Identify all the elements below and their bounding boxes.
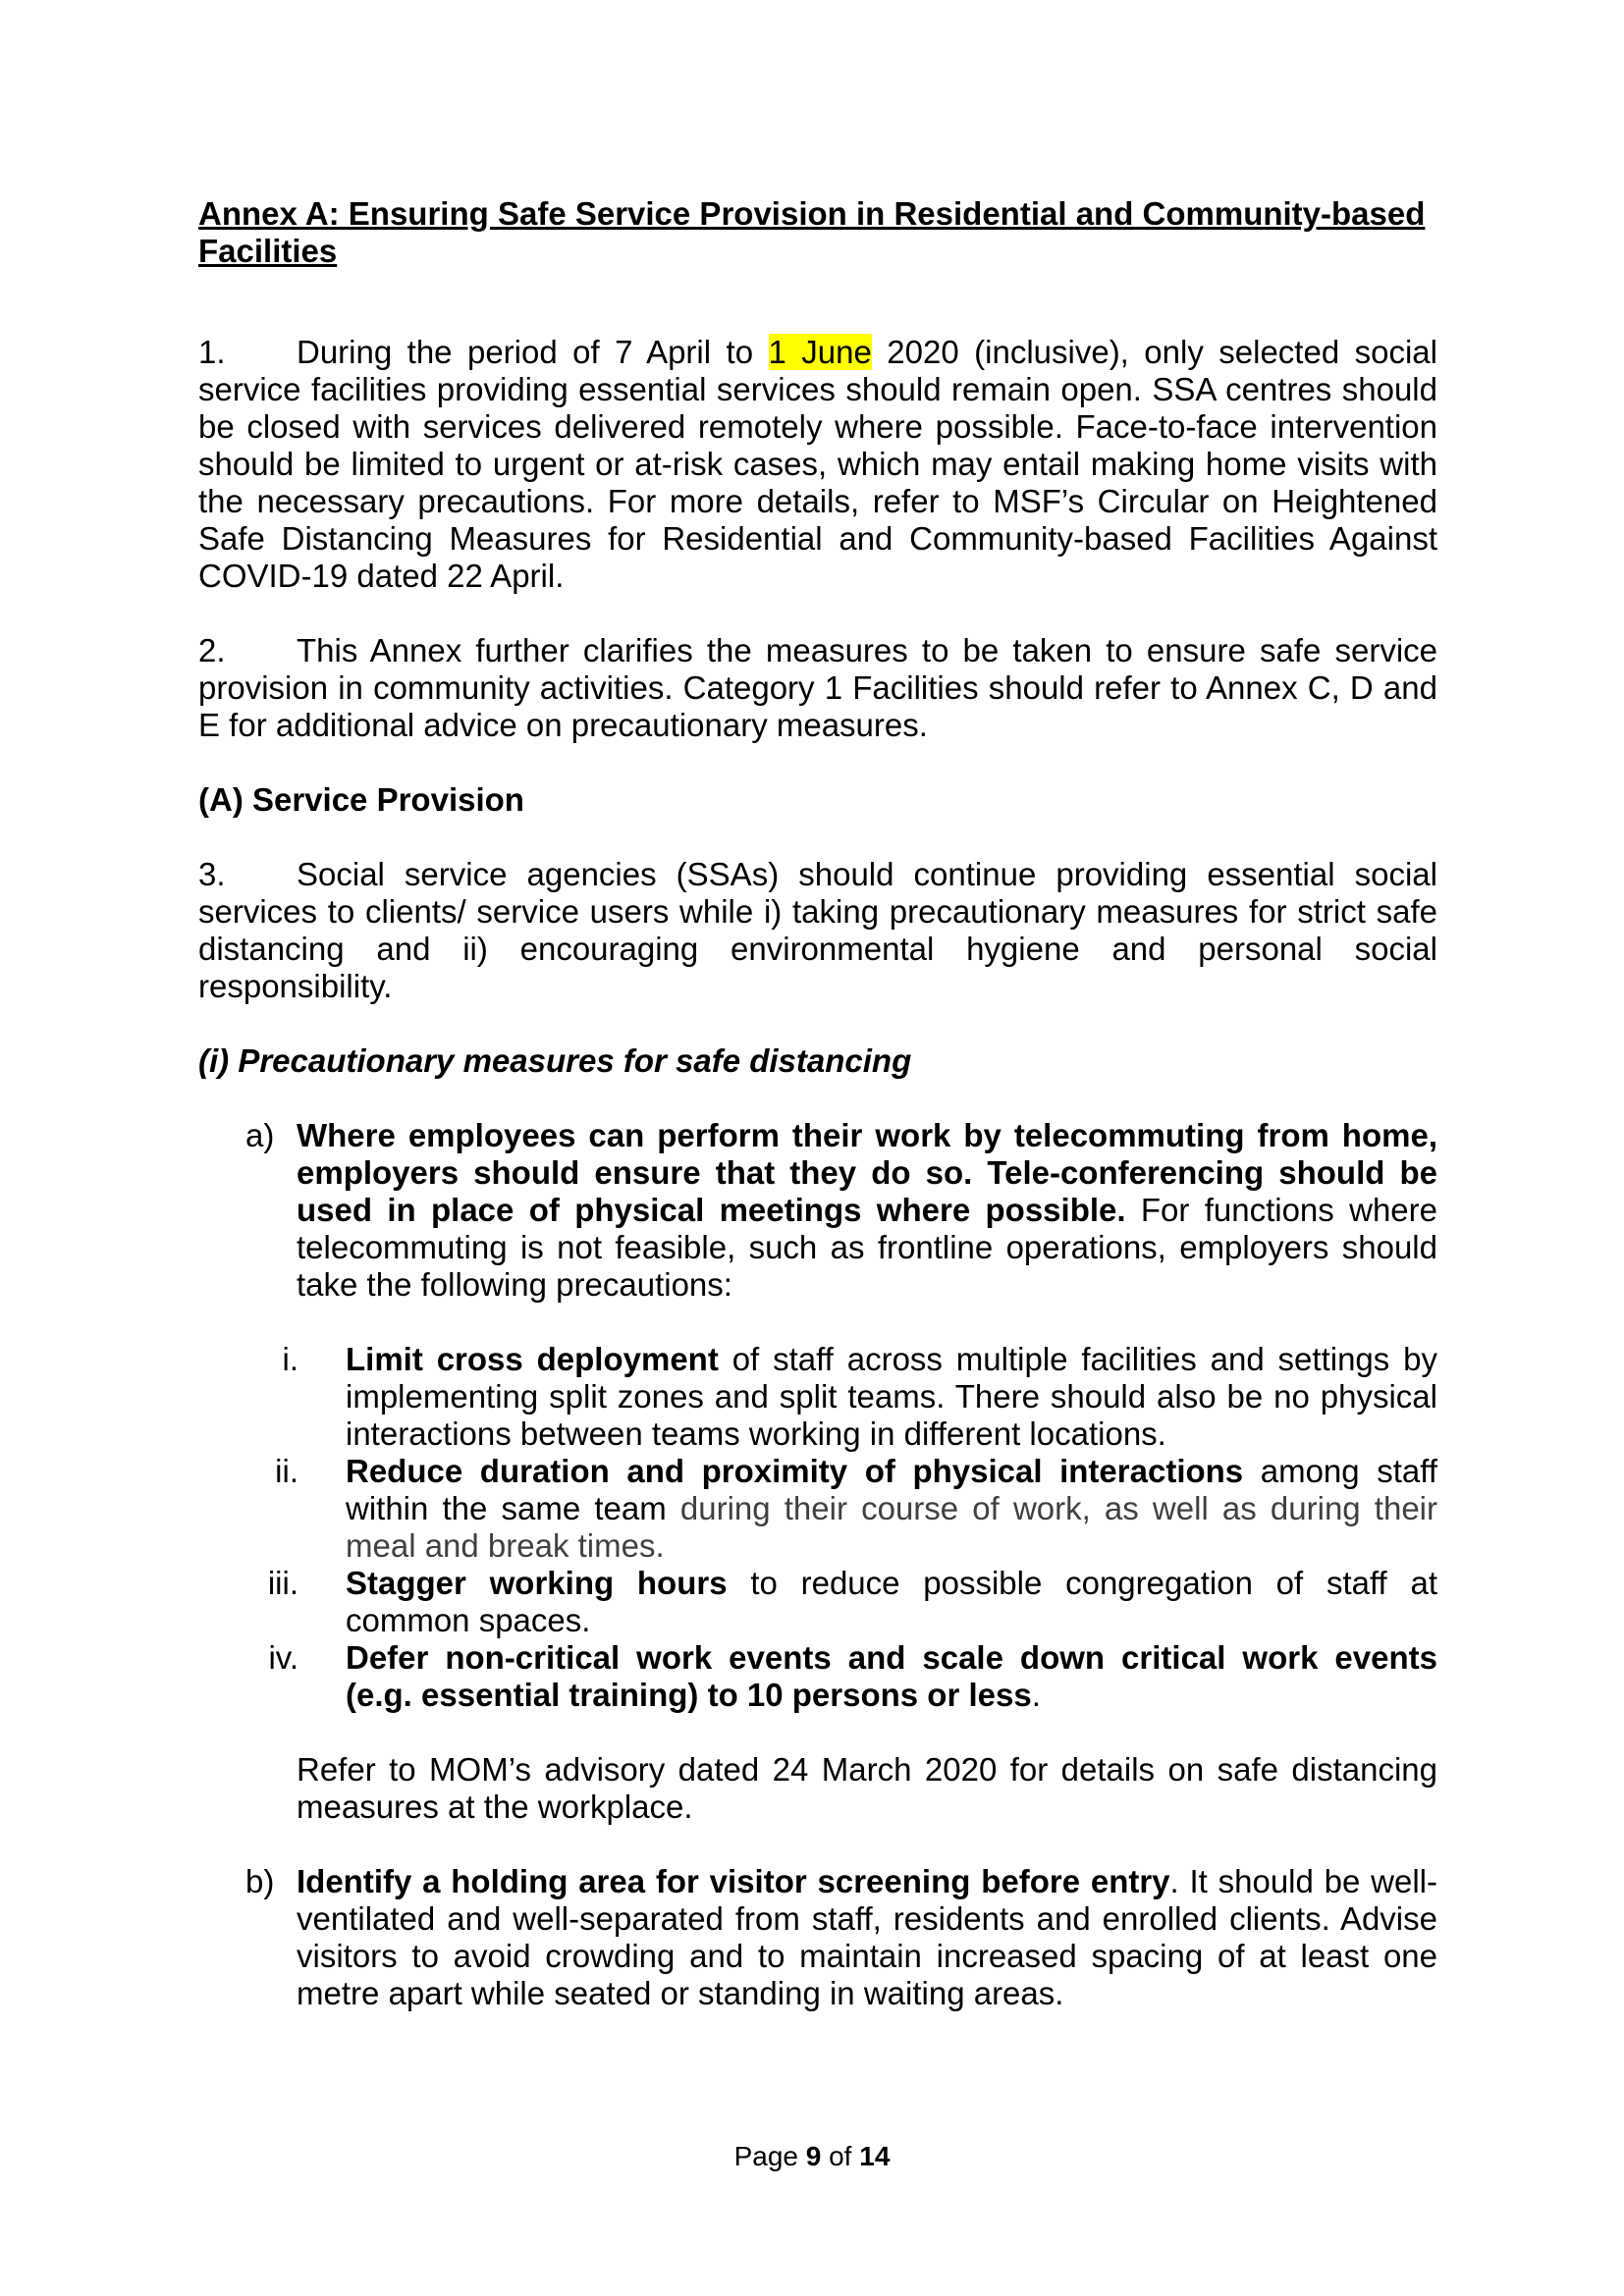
list-label: b): [245, 1863, 275, 1899]
roman-item-text: .: [1031, 1677, 1041, 1713]
list-item-b: [198, 1863, 1437, 2012]
roman-item-text-grey: during their course of work, as well as during their meal and break times.: [346, 1490, 1437, 1564]
roman-item-text: to reduce possible congregation of staff at common spaces.: [346, 1565, 1438, 1638]
paragraph-2-text: This Annex further clarifies the measures to be taken to ensure safe service provision in community activities. Category 1 Facilities should refer to Annex C, D and E for additional advice on precautionary measures.: [198, 632, 1437, 743]
roman-item-i: [198, 1341, 1437, 1453]
highlighted-date: 1 June: [768, 334, 872, 370]
footer-prefix: Page: [733, 2141, 806, 2171]
roman-item-bold: Stagger working hours: [346, 1565, 728, 1601]
list-label: iv.: [268, 1639, 298, 1676]
paragraph-number: 3.: [198, 856, 226, 892]
total-page-count: 14: [859, 2141, 891, 2171]
roman-item-bold: Limit cross deployment: [346, 1341, 719, 1377]
paragraph-1-text-end: 2020 (inclusive), only selected social service facilities providing essential services should remain open. SSA centres should be closed with services delivered remotely where possible. Face-to-face intervention should be limited to urgent or at-risk cases, which may entail making home visits with the necessary precautions. For more details, refer to MSF’s Circular on Heightened Safe Distancing Measures for Residential and Community-based Facilities Against COVID-19 dated 22 April.: [198, 334, 1437, 594]
list-item-b-text: . It should be well-ventilated and well-separated from staff, residents and enrolled clients. Advise visitors to avoid crowding and to maintain increased spacing of at least one metre apart while seated or standing in waiting areas.: [297, 1863, 1437, 2011]
roman-item-text: among staff within the same team: [346, 1453, 1437, 1526]
paragraph-1: [198, 334, 1437, 595]
subsection-heading-safe-distancing: (i) Precautionary measures for safe distancing: [198, 1042, 912, 1079]
roman-item-text: of staff across multiple facilities and settings by implementing split zones and split teams. There should also be no physical interactions between teams working in different locations.: [346, 1341, 1437, 1452]
page-footer: [0, 2141, 1624, 2172]
current-page-number: 9: [805, 2141, 822, 2171]
list-label: i.: [282, 1341, 298, 1377]
paragraph-1-text-start: During the period of 7 April to: [297, 334, 769, 370]
section-heading-service-provision: (A) Service Provision: [198, 781, 524, 818]
list-item-b-bold: Identify a holding area for visitor screening before entry: [297, 1863, 1170, 1899]
paragraph-2: [198, 632, 1437, 744]
list-item-a-bold: Where employees can perform their work by telecommuting from home, employers should ensure that they do so. Tele-conferencing should be used in place of physical meetings where possible.: [297, 1117, 1437, 1228]
list-item-a: [198, 1117, 1437, 1304]
paragraph-number: 1.: [198, 334, 226, 370]
roman-item-iii: [198, 1565, 1437, 1639]
document-page: [198, 195, 1437, 2012]
list-label: a): [245, 1117, 275, 1153]
paragraph-3-text: Social service agencies (SSAs) should continue providing essential social services to clients/ service users while i) taking precautionary measures for strict safe distancing and ii) encouraging environmental hygiene and personal social responsibility.: [198, 856, 1437, 1004]
paragraph-3: [198, 856, 1437, 1005]
list-label: ii.: [275, 1453, 298, 1489]
annex-title: Annex A: Ensuring Safe Service Provision in Residential and Community-based Facilities: [198, 195, 1426, 269]
roman-item-bold: Defer non-critical work events and scale down critical work events (e.g. essential training) to 10 persons or less: [346, 1639, 1437, 1713]
paragraph-number: 2.: [198, 632, 226, 668]
roman-item-iv: [198, 1639, 1437, 1714]
roman-item-ii: [198, 1453, 1437, 1565]
mom-advisory-note: Refer to MOM’s advisory dated 24 March 2020 for details on safe distancing measures at the workplace.: [297, 1751, 1437, 1825]
list-label: iii.: [267, 1565, 298, 1601]
footer-of: of: [821, 2141, 860, 2171]
list-item-a-text: For functions where telecommuting is not feasible, such as frontline operations, employers should take the following precautions:: [297, 1192, 1437, 1303]
roman-item-bold: Reduce duration and proximity of physical interactions: [346, 1453, 1244, 1489]
